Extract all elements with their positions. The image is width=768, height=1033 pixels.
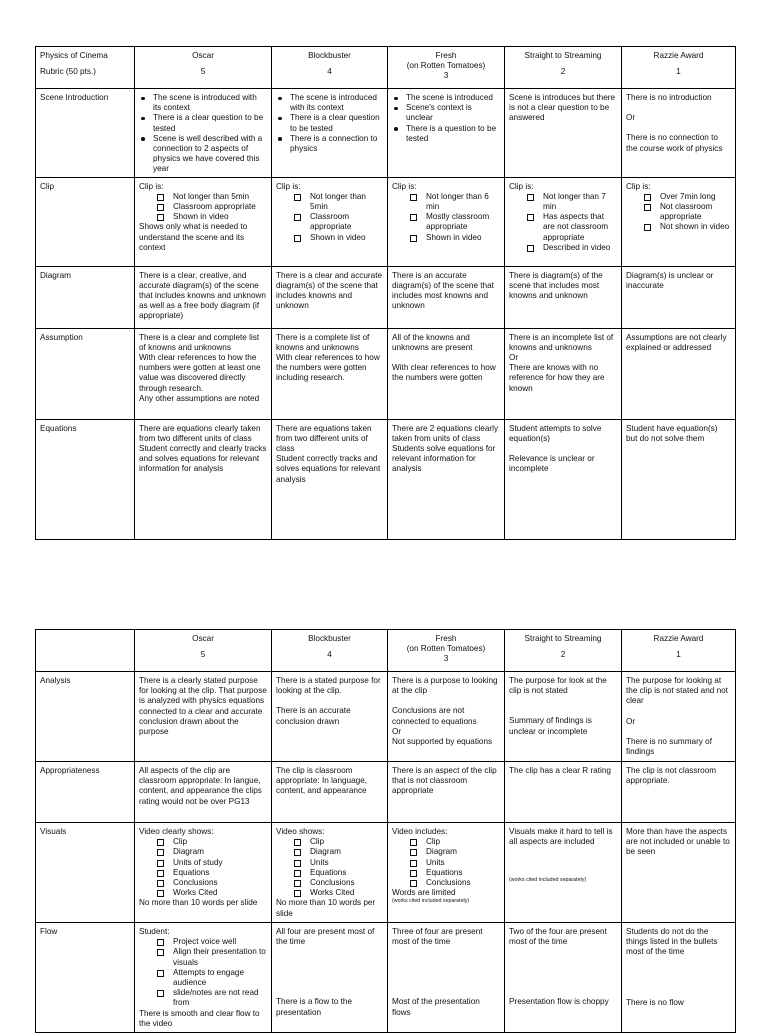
cell-oscar bbox=[135, 823, 272, 923]
cell-text: There is no connection to the course work of physics bbox=[626, 133, 723, 153]
cell-text: Words are limited bbox=[392, 888, 456, 898]
list-item: Not longer than 6 min bbox=[426, 192, 500, 212]
list-item: Not longer than 5min bbox=[310, 192, 383, 212]
level-name: Razzie Award bbox=[653, 634, 704, 643]
checkbox-list bbox=[392, 837, 500, 888]
cell-footnote: (works cited included separately) bbox=[509, 877, 587, 884]
list-item: Scene's context is unclear bbox=[406, 103, 500, 123]
level-points: 5 bbox=[200, 67, 206, 77]
level-points: 3 bbox=[443, 71, 449, 81]
cell-blockbuster bbox=[272, 266, 388, 328]
cell-text: With clear references to how the numbers were gotten at least one value was discovered directly through research. bbox=[139, 353, 261, 393]
list-item: Equations bbox=[310, 868, 383, 878]
cell-razzie-award bbox=[622, 762, 736, 823]
header-blockbuster bbox=[272, 47, 388, 89]
cell-text: There is smooth and clear flow to the video bbox=[139, 1008, 260, 1028]
cell-text: Students solve equations for relevant information for analysis bbox=[392, 444, 496, 474]
row-appropriateness bbox=[36, 762, 736, 823]
list-item: Mostly classroom appropriate bbox=[426, 212, 500, 232]
cell-text: The purpose for look at the clip is not stated bbox=[509, 676, 607, 696]
cell-text: Video includes: bbox=[392, 827, 448, 836]
cell-text: Student correctly and clearly tracks and solves equations for relevant information for analysis bbox=[139, 444, 267, 474]
level-points: 4 bbox=[327, 650, 332, 660]
cell-blockbuster bbox=[272, 672, 388, 762]
header-fresh bbox=[388, 630, 505, 672]
list-item: Attempts to engage audience bbox=[173, 968, 267, 988]
bullet-list bbox=[392, 93, 500, 144]
cell-oscar bbox=[135, 923, 272, 1033]
row-scene-introduction bbox=[36, 89, 736, 178]
level-name: Fresh bbox=[435, 51, 457, 60]
level-points: 1 bbox=[676, 650, 681, 660]
criterion-label: Assumption bbox=[36, 328, 135, 419]
cell-text: Student correctly tracks and solves equations for relevant analysis bbox=[276, 454, 381, 484]
cell-text: There are equations clearly taken from two different units of class bbox=[139, 423, 261, 443]
list-item: Described in video bbox=[543, 243, 617, 253]
cell-text: Scene is introduces but there is not a clear question to be answered bbox=[509, 93, 616, 123]
row-flow bbox=[36, 923, 736, 1033]
list-item: Scene is well described with a connection to 2 aspects of physics we have covered this year bbox=[153, 134, 267, 175]
cell-blockbuster bbox=[272, 89, 388, 178]
rubric-table-1 bbox=[35, 46, 736, 540]
list-item: Conclusions bbox=[173, 878, 267, 888]
cell-blockbuster bbox=[272, 328, 388, 419]
rubric-points: Rubric (50 pts.) bbox=[40, 67, 96, 77]
row-assumption bbox=[36, 328, 736, 419]
list-item: There is a connection to physics bbox=[290, 134, 383, 154]
cell-text: Or bbox=[509, 353, 519, 363]
cell-text: Shows only what is needed to understand the scene and its context bbox=[139, 222, 248, 252]
cell-text: There is an accurate diagram(s) of the scene that includes most knowns and unknown bbox=[392, 270, 494, 311]
level-points: 1 bbox=[676, 67, 681, 77]
cell-text: All of the knowns and unknowns are present bbox=[392, 332, 473, 352]
cell-text: Or bbox=[626, 113, 636, 123]
cell-text: Summary of findings is unclear or incomplete bbox=[509, 716, 592, 736]
list-item: Not longer than 5min bbox=[173, 192, 267, 202]
criterion-label: Scene Introduction bbox=[36, 89, 135, 178]
row-equations bbox=[36, 419, 736, 539]
cell-fresh bbox=[388, 177, 505, 266]
list-item: The scene is introduced bbox=[406, 93, 500, 103]
cell-text: The clip is classroom appropriate: In language, content, and appearance bbox=[276, 766, 368, 796]
cell-text: There is a stated purpose for looking at the clip. bbox=[276, 676, 381, 696]
cell-razzie-award bbox=[622, 923, 736, 1033]
cell-razzie-award bbox=[622, 823, 736, 923]
bullet-list bbox=[139, 93, 267, 175]
cell-razzie-award bbox=[622, 672, 736, 762]
cell-text: No more than 10 words per slide bbox=[276, 898, 376, 918]
criterion-label: Flow bbox=[36, 923, 135, 1033]
list-item: Clip bbox=[426, 837, 500, 847]
cell-blockbuster bbox=[272, 923, 388, 1033]
cell-oscar bbox=[135, 672, 272, 762]
checkbox-list bbox=[139, 937, 267, 1008]
cell-text: Clip is: bbox=[139, 181, 164, 191]
list-item: There is a clear question to be tested bbox=[290, 113, 383, 133]
cell-text: There is an incomplete list of knowns and unknowns bbox=[509, 332, 614, 352]
cell-text: Two of the four are present most of the time bbox=[509, 927, 607, 947]
level-name: Fresh bbox=[435, 634, 457, 643]
list-item: Over 7min long bbox=[660, 192, 731, 202]
checkbox-list bbox=[139, 837, 267, 898]
cell-fresh bbox=[388, 328, 505, 419]
level-name: Oscar bbox=[192, 634, 214, 643]
cell-text: Student have equation(s) but do not solve them bbox=[626, 423, 718, 443]
cell-text: Video clearly shows: bbox=[139, 827, 214, 836]
list-item: Align their presentation to visuals bbox=[173, 947, 266, 967]
cell-text: There is a purpose to looking at the clip bbox=[392, 676, 498, 696]
level-name: Razzie Award bbox=[653, 51, 704, 60]
cell-straight-to-streaming bbox=[505, 762, 622, 823]
cell-text: There is no introduction bbox=[626, 93, 712, 102]
level-name: Straight to Streaming bbox=[524, 634, 602, 643]
level-points: 5 bbox=[200, 650, 206, 660]
criterion-label: Equations bbox=[36, 419, 135, 539]
criterion-label: Diagram bbox=[36, 266, 135, 328]
cell-text: Not supported by equations bbox=[392, 737, 493, 747]
list-item: slide/notes are not read from bbox=[173, 988, 267, 1008]
cell-text: Clip is: bbox=[392, 181, 417, 191]
list-item: Conclusions bbox=[426, 878, 500, 888]
level-points: 3 bbox=[443, 654, 449, 664]
cell-razzie-award bbox=[622, 177, 736, 266]
cell-text: Assumptions are not clearly explained or addressed bbox=[626, 332, 727, 352]
list-item: Not classroom appropriate bbox=[660, 202, 731, 222]
cell-text: There is a clearly stated purpose for looking at the clip. That purpose is analyzed with physics equations connected to a clear and accurate conclusion drawn about the purpose bbox=[139, 676, 267, 737]
checkbox-list bbox=[509, 192, 617, 253]
cell-text: Any other assumptions are noted bbox=[139, 393, 260, 403]
cell-blockbuster bbox=[272, 177, 388, 266]
checkbox-list bbox=[276, 192, 383, 243]
cell-blockbuster bbox=[272, 419, 388, 539]
cell-fresh bbox=[388, 923, 505, 1033]
header-razzie-award bbox=[622, 47, 736, 89]
cell-straight-to-streaming bbox=[505, 328, 622, 419]
level-points: 2 bbox=[560, 650, 566, 660]
header-fresh bbox=[388, 47, 505, 89]
cell-fresh bbox=[388, 419, 505, 539]
list-item: The scene is introduced with its context bbox=[290, 93, 383, 113]
cell-text: There is diagram(s) of the scene that includes most knowns and unknown bbox=[509, 270, 603, 301]
list-item: Not longer than 7 min bbox=[543, 192, 617, 212]
header-oscar bbox=[135, 630, 272, 672]
list-item: Has aspects that are not classroom appropriate bbox=[543, 212, 617, 243]
cell-text: The clip is not classroom appropriate. bbox=[626, 766, 717, 786]
cell-text: There are equations taken from two different units of class bbox=[276, 423, 372, 454]
cell-text: Clip is: bbox=[276, 181, 301, 191]
list-item: Works Cited bbox=[173, 888, 267, 898]
list-item: Equations bbox=[426, 868, 500, 878]
cell-straight-to-streaming bbox=[505, 672, 622, 762]
list-item: Classroom appropriate bbox=[310, 212, 383, 232]
cell-footnote: (works cited included separately) bbox=[392, 898, 470, 905]
cell-razzie-award bbox=[622, 266, 736, 328]
cell-oscar bbox=[135, 762, 272, 823]
level-points: 2 bbox=[560, 67, 566, 77]
list-item: Units bbox=[310, 858, 383, 868]
list-item: Shown in video bbox=[173, 212, 267, 222]
level-points: 4 bbox=[327, 67, 332, 77]
cell-text: Students do not do the things listed in the bullets most of the time bbox=[626, 927, 718, 957]
cell-text: All aspects of the clip are classroom appropriate: In langue, content, and appearance the clips rating would not be over PG13 bbox=[139, 766, 262, 806]
cell-straight-to-streaming bbox=[505, 177, 622, 266]
criterion-label: Analysis bbox=[36, 672, 135, 762]
cell-text: Video shows: bbox=[276, 827, 325, 836]
cell-text: Presentation flow is choppy bbox=[509, 997, 609, 1007]
cell-text: There are 2 equations clearly taken from units of class bbox=[392, 423, 499, 443]
cell-text: With clear references to how the numbers were gotten including research. bbox=[276, 353, 380, 383]
cell-text: The clip has a clear R rating bbox=[509, 766, 611, 775]
cell-text: There is a complete list of knowns and unknowns bbox=[276, 332, 370, 352]
cell-text: There is a clear and accurate diagram(s) of the scene that includes knowns and unknown bbox=[276, 270, 383, 311]
bullet-list bbox=[276, 93, 383, 154]
cell-fresh bbox=[388, 823, 505, 923]
cell-fresh bbox=[388, 89, 505, 178]
cell-oscar bbox=[135, 419, 272, 539]
checkbox-list bbox=[626, 192, 731, 233]
cell-text: Student attempts to solve equation(s) bbox=[509, 423, 602, 443]
cell-text: Clip is: bbox=[626, 181, 651, 191]
level-name: Oscar bbox=[192, 51, 214, 60]
list-item: The scene is introduced with its context bbox=[153, 93, 267, 113]
cell-oscar bbox=[135, 328, 272, 419]
list-item: Clip bbox=[310, 837, 383, 847]
cell-text: Three of four are present most of the time bbox=[392, 927, 483, 947]
cell-razzie-award bbox=[622, 89, 736, 178]
level-subtitle: (on Rotten Tomatoes) bbox=[406, 61, 486, 71]
cell-text: Or bbox=[626, 716, 636, 726]
rubric-table-2 bbox=[35, 629, 736, 1033]
cell-fresh bbox=[388, 762, 505, 823]
list-item: Diagram bbox=[173, 847, 267, 857]
row-visuals bbox=[36, 823, 736, 923]
cell-text: Most of the presentation flows bbox=[392, 997, 480, 1017]
cell-text: There is no summary of findings bbox=[626, 736, 712, 757]
cell-blockbuster bbox=[272, 762, 388, 823]
level-name: Blockbuster bbox=[308, 634, 351, 643]
checkbox-list bbox=[139, 192, 267, 223]
cell-text: Relevance is unclear or incomplete bbox=[509, 454, 595, 474]
cell-oscar bbox=[135, 266, 272, 328]
checkbox-list bbox=[392, 192, 500, 243]
criterion-label: Clip bbox=[36, 177, 135, 266]
list-item: Diagram bbox=[426, 847, 500, 857]
cell-text: No more than 10 words per slide bbox=[139, 898, 258, 908]
list-item: Diagram bbox=[310, 847, 383, 857]
cell-straight-to-streaming bbox=[505, 266, 622, 328]
cell-oscar bbox=[135, 177, 272, 266]
header-razzie-award bbox=[622, 630, 736, 672]
list-item: Clip bbox=[173, 837, 267, 847]
list-item: Units of study bbox=[173, 858, 267, 868]
cell-fresh bbox=[388, 266, 505, 328]
criterion-label: Appropriateness bbox=[36, 762, 135, 823]
rubric-title-cell bbox=[36, 47, 135, 89]
list-item: Units bbox=[426, 858, 500, 868]
cell-straight-to-streaming bbox=[505, 89, 622, 178]
header-row bbox=[36, 47, 736, 89]
criterion-label: Visuals bbox=[36, 823, 135, 923]
header-straight-to-streaming bbox=[505, 630, 622, 672]
cell-text: Clip is: bbox=[509, 181, 534, 191]
header-straight-to-streaming bbox=[505, 47, 622, 89]
cell-text: There is a flow to the presentation bbox=[276, 997, 352, 1017]
list-item: Works Cited bbox=[310, 888, 383, 898]
cell-text: There is no flow bbox=[626, 997, 684, 1007]
cell-text: There is an accurate conclusion drawn bbox=[276, 706, 351, 726]
cell-text: There is a clear, creative, and accurate diagram(s) of the scene that includes knowns and unknown as well as a free body diagram (if appropriate) bbox=[139, 270, 266, 321]
cell-razzie-award bbox=[622, 419, 736, 539]
header-row bbox=[36, 630, 736, 672]
list-item: Project voice well bbox=[173, 937, 267, 947]
list-item: Equations bbox=[173, 868, 267, 878]
list-item: Classroom appropriate bbox=[173, 202, 267, 212]
cell-text: There is an aspect of the clip that is not classroom appropriate bbox=[392, 766, 497, 796]
header-oscar bbox=[135, 47, 272, 89]
row-analysis bbox=[36, 672, 736, 762]
cell-fresh bbox=[388, 672, 505, 762]
empty-corner-cell bbox=[36, 630, 135, 672]
list-item: Conclusions bbox=[310, 878, 383, 888]
level-name: Straight to Streaming bbox=[524, 51, 602, 60]
cell-text: Diagram(s) is unclear or inaccurate bbox=[626, 270, 714, 290]
cell-text: Conclusions are not connected to equations bbox=[392, 706, 477, 726]
list-item: Not shown in video bbox=[660, 222, 730, 232]
cell-text: There is a clear and complete list of knowns and unknowns bbox=[139, 332, 260, 352]
cell-blockbuster bbox=[272, 823, 388, 923]
cell-text: Or bbox=[392, 726, 402, 736]
list-item: Shown in video bbox=[310, 233, 383, 243]
list-item: Shown in video bbox=[426, 233, 500, 243]
cell-oscar bbox=[135, 89, 272, 178]
cell-straight-to-streaming bbox=[505, 823, 622, 923]
cell-text: The purpose for looking at the clip is not stated and not clear bbox=[626, 676, 728, 706]
cell-text: Visuals make it hard to tell is all aspects are included bbox=[509, 827, 613, 847]
rubric-title: Physics of Cinema bbox=[40, 51, 108, 60]
cell-text: More than have the aspects are not included or unable to be seen bbox=[626, 827, 730, 857]
list-item: There is a clear question to be tested bbox=[153, 113, 267, 133]
cell-text: Student: bbox=[139, 927, 170, 936]
cell-razzie-award bbox=[622, 328, 736, 419]
row-diagram bbox=[36, 266, 736, 328]
row-clip bbox=[36, 177, 736, 266]
checkbox-list bbox=[276, 837, 383, 898]
level-name: Blockbuster bbox=[308, 51, 351, 60]
cell-text: With clear references to how the numbers were gotten bbox=[392, 363, 496, 383]
list-item: There is a question to be tested bbox=[406, 124, 500, 144]
cell-text: All four are present most of the time bbox=[276, 927, 375, 947]
cell-text: There are knows with no reference for how they are known bbox=[509, 363, 605, 393]
cell-straight-to-streaming bbox=[505, 419, 622, 539]
level-subtitle: (on Rotten Tomatoes) bbox=[406, 644, 486, 654]
header-blockbuster bbox=[272, 630, 388, 672]
cell-straight-to-streaming bbox=[505, 923, 622, 1033]
